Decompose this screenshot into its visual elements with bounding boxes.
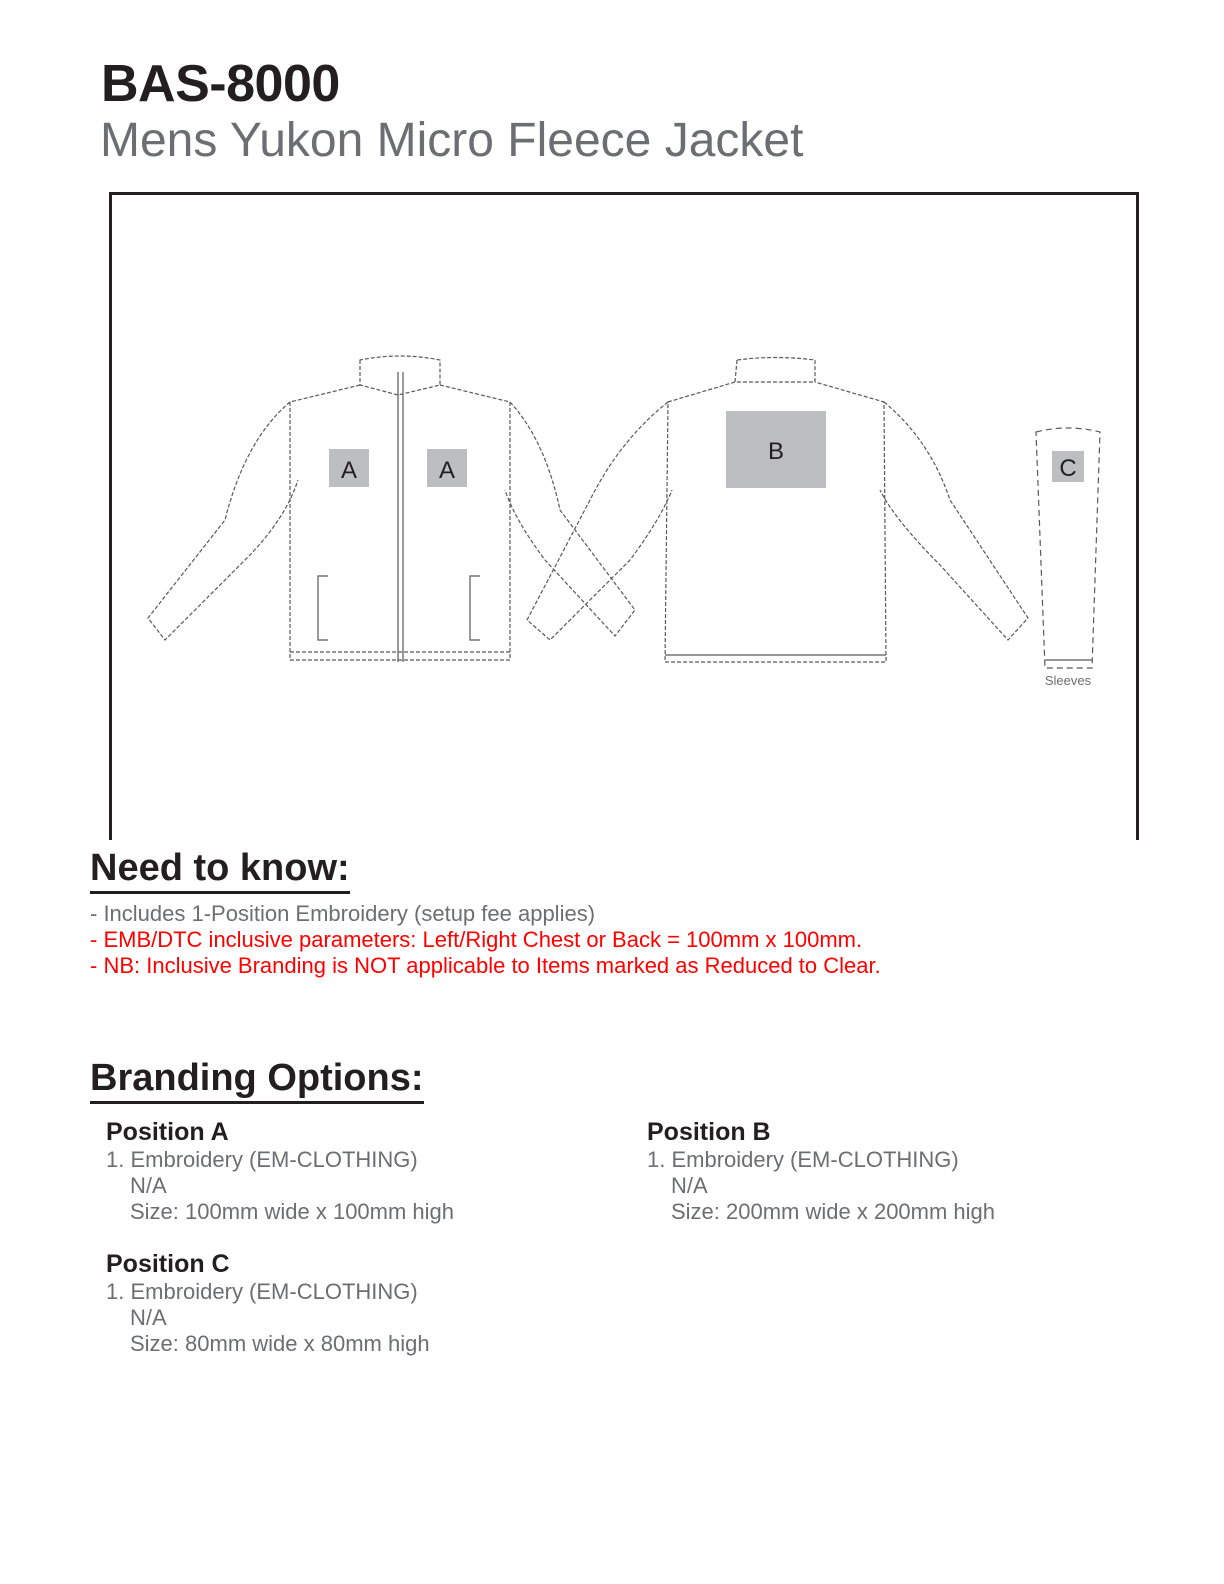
back-jacket <box>527 358 1028 663</box>
front-left-pocket <box>318 576 328 640</box>
note-item: - EMB/DTC inclusive parameters: Left/Right Chest or Back = 100mm x 100mm. <box>90 927 863 952</box>
position-detail: N/A <box>130 1173 167 1198</box>
need-to-know-notes <box>90 901 881 979</box>
front-right-pocket <box>470 576 480 640</box>
note-item: - Includes 1-Position Embroidery (setup fee applies) <box>90 901 596 926</box>
position-c-block <box>106 1249 430 1357</box>
garment-diagram-frame <box>109 192 1139 840</box>
garment-diagram <box>0 0 1224 700</box>
position-a-left-label: A <box>340 457 358 484</box>
position-title: Position A <box>106 1118 229 1146</box>
back-collar <box>735 358 815 383</box>
position-title: Position C <box>106 1250 230 1278</box>
front-body <box>290 385 510 660</box>
position-size: Size: 100mm wide x 100mm high <box>130 1199 455 1224</box>
back-left-sleeve <box>527 402 672 640</box>
front-jacket <box>148 356 635 662</box>
position-b-block <box>647 1117 995 1225</box>
position-title: Position B <box>647 1118 771 1146</box>
position-method: 1. Embroidery (EM-CLOTHING) <box>647 1147 959 1172</box>
position-detail: N/A <box>130 1305 167 1330</box>
position-b-label: B <box>767 438 785 465</box>
front-collar <box>360 356 440 395</box>
position-size: Size: 80mm wide x 80mm high <box>130 1331 430 1356</box>
position-a-block <box>106 1117 454 1225</box>
need-to-know-heading: Need to know: <box>90 846 350 894</box>
front-right-sleeve <box>505 402 635 636</box>
position-detail: N/A <box>671 1173 708 1198</box>
position-method: 1. Embroidery (EM-CLOTHING) <box>106 1147 418 1172</box>
position-c-label: C <box>1059 455 1077 482</box>
position-a-right-label: A <box>438 457 456 484</box>
product-name: Mens Yukon Micro Fleece Jacket <box>100 114 804 167</box>
position-size: Size: 200mm wide x 200mm high <box>671 1199 996 1224</box>
front-left-sleeve <box>148 402 298 640</box>
product-code: BAS-8000 <box>101 55 340 113</box>
back-right-sleeve <box>880 402 1028 640</box>
note-item: - NB: Inclusive Branding is NOT applicable to Items marked as Reduced to Clear. <box>90 953 881 978</box>
branding-options-heading: Branding Options: <box>90 1056 424 1104</box>
sleeve-caption: Sleeves <box>1044 673 1092 688</box>
position-method: 1. Embroidery (EM-CLOTHING) <box>106 1279 418 1304</box>
